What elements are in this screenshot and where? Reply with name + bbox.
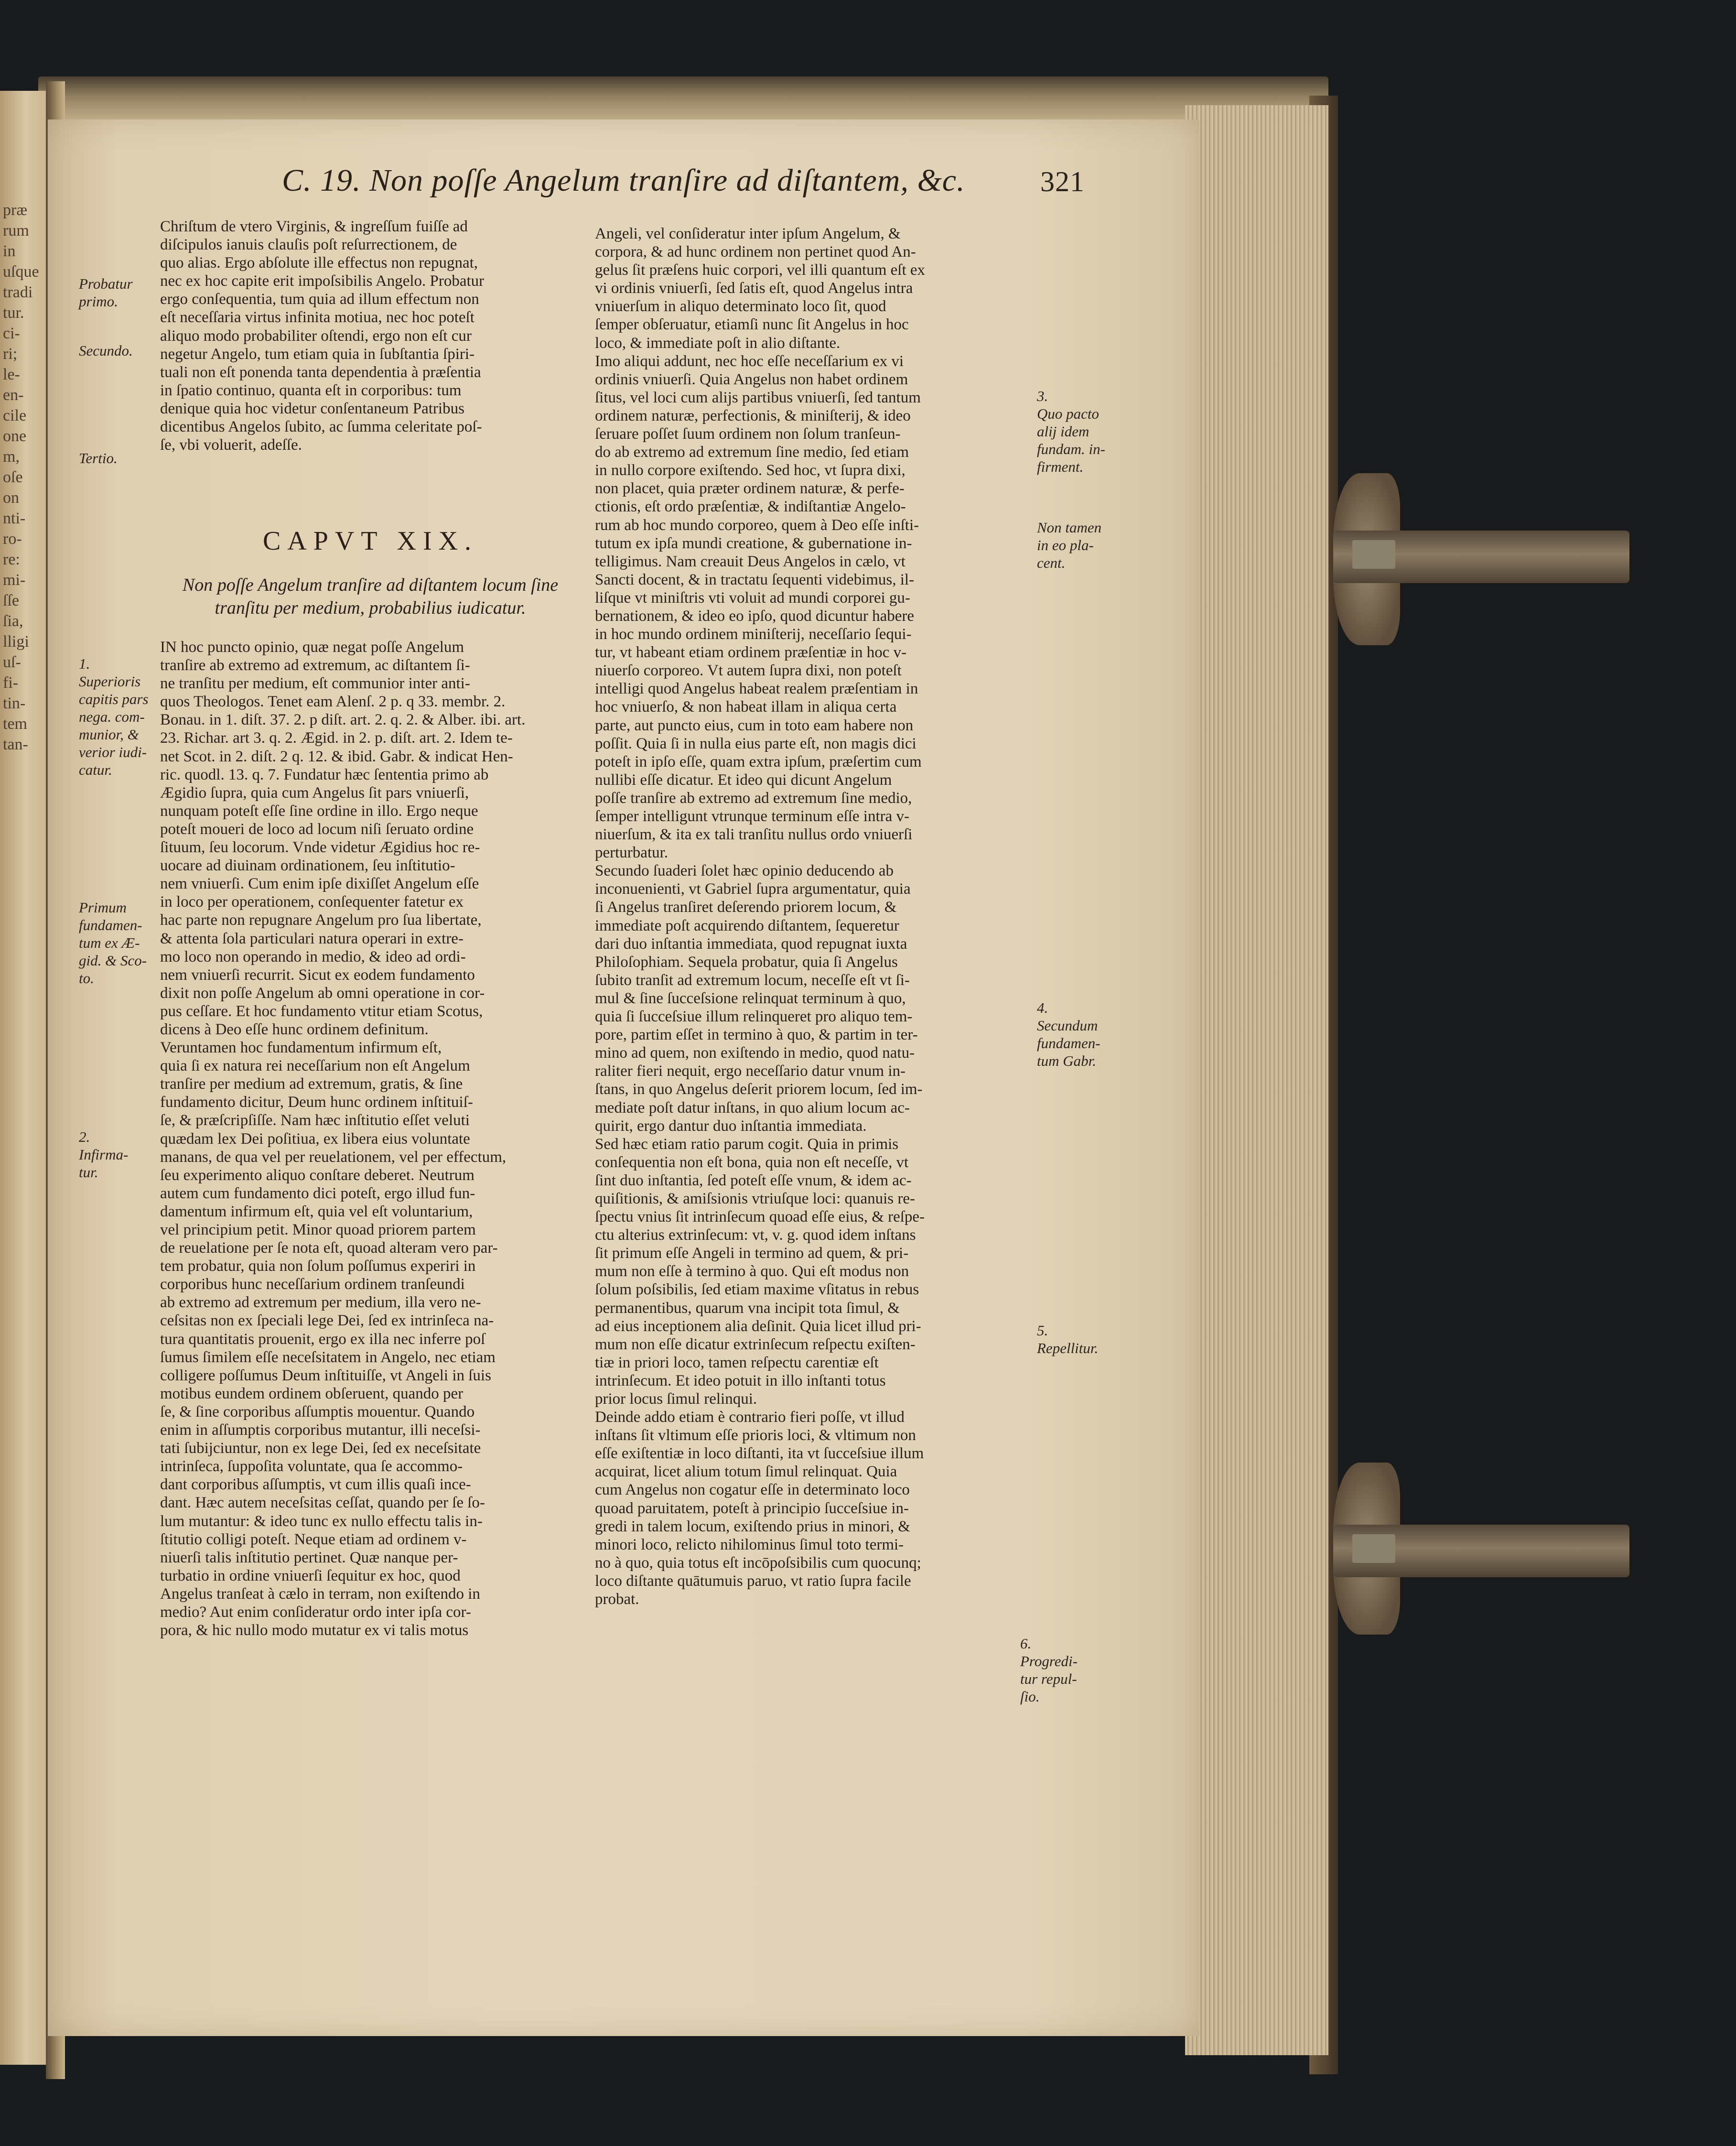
text-line: ad eius inceptionem alia deſinit. Quia licet illud pri- <box>595 1317 921 1335</box>
text-line: & attenta ſola particulari natura operari in extre- <box>160 930 464 947</box>
text-line: ſemper intelligunt vtrunque terminum eſſe intra v- <box>595 808 909 825</box>
margin-note-line: 2. <box>79 1128 90 1145</box>
text-line: in nullo corpore exiſtendo. Sed hoc, vt ſupra dixi, <box>595 462 906 479</box>
clasp-pin-upper <box>1352 540 1395 569</box>
text-line: raliter fieri nequit, ergo neceſſario datur vnum in- <box>595 1062 906 1080</box>
text-line: niuerſum, & ita ex tali tranſitu nullus ordo vniuerſi <box>595 826 913 844</box>
margin-note-line: 1. <box>79 655 90 672</box>
text-line: tati ſubijciuntur, non ex lege Dei, ſed ex neceſsitate <box>160 1440 481 1457</box>
text-line: nec ex hoc capite erit impoſsibilis Angelo. Probatur <box>160 272 485 290</box>
text-line: tura quantitatis prouenit, ergo ex illa nec inferre poſ <box>160 1330 485 1348</box>
text-line: gelus ſit præſens huic corpori, vel illi quantum eſt ex <box>595 261 926 279</box>
margin-note <box>79 1128 128 1181</box>
text-line: prior locus ſimul relinqui. <box>595 1390 757 1408</box>
text-line: Angeli, vel conſideratur inter ipſum Angelum, & <box>595 225 901 242</box>
text-line: niuerſi talis inſtitutio pertinet. Quæ nanque per- <box>160 1549 458 1566</box>
text-line: intrinſecum. Et ideo potuit in illo inſtanti totus <box>595 1372 886 1389</box>
chapter-subtitle-line-2: tranſitu per medium, probabilius iudicatur. <box>215 598 526 618</box>
facing-page-fragment: ro- <box>3 530 22 548</box>
text-line: inſtans ſit vltimum eſſe prioris loci, & vltimum non <box>595 1427 916 1444</box>
text-line: dari duo inſtantia immediata, quod repugnat iuxta <box>595 935 907 953</box>
text-line: mo loco non operando in medio, & ideo ad ordi- <box>160 948 466 965</box>
text-line: mul & ſine ſucceſsione relinquat terminum à quo, <box>595 989 906 1007</box>
text-line: Ægidio ſupra, quia cum Angelus ſit pars vniuerſi, <box>160 784 469 802</box>
text-line: poteſt in ipſo eſſe, quam extra ipſum, præſertim cum <box>595 753 922 770</box>
text-line: no à quo, quia totus eſt incōpoſsibilis cum quocunq; <box>595 1554 921 1572</box>
text-line: quia ſi ex natura rei neceſſarium non eſt Angelum <box>160 1057 470 1075</box>
facing-page-fragment: en- <box>3 386 24 404</box>
running-head-title: C. 19. Non poſſe Angelum tranſire ad diſtantem, &c. <box>282 163 965 198</box>
text-line: permanentibus, quarum vna incipit tota ſimul, & <box>595 1299 900 1317</box>
facing-page-fragment: præ <box>3 201 27 219</box>
text-line: uocare ad diuinam ordinationem, ſeu inſtitutio- <box>160 857 455 875</box>
facing-page-fragment: fi- <box>3 674 19 692</box>
text-line: eſſe exiſtentiæ in loco diſtanti, ita vt ſucceſsiue illum <box>595 1445 924 1463</box>
text-line: loco, & immediate poſt in alio diſtante. <box>595 334 841 352</box>
facing-page-fragment: on <box>3 489 19 507</box>
margin-note <box>79 275 133 310</box>
margin-note-line: 4. <box>1037 999 1048 1016</box>
margin-note-line: 6. <box>1020 1635 1032 1652</box>
text-line: ſi Angelus tranſiret deſerendo priorem locum, & <box>595 899 897 916</box>
text-line: nullibi eſſe dicatur. Et ideo qui dicunt Angelum <box>595 771 892 789</box>
text-line: mino ad quem, non exiſtendo in medio, quod natu- <box>595 1044 915 1062</box>
text-line: in loco per operationem, conſequenter fatetur ex <box>160 893 464 911</box>
text-line: tiæ in priori loco, tamen reſpectu carentiæ eſt <box>595 1354 879 1371</box>
text-line: motibus eundem ordinem obſeruent, quando per <box>160 1385 464 1402</box>
text-line: autem cum fundamento dici poteſt, ergo illud fun- <box>160 1184 475 1202</box>
facing-page-fragment: lligi <box>3 633 29 650</box>
text-line: loco diſtante quātumuis paruo, vt ratio ſupra facile <box>595 1572 911 1590</box>
text-line: inconuenienti, vt Gabriel ſupra argumentatur, quia <box>595 880 911 898</box>
text-line: quos Theologos. Tenet eam Alenſ. 2 p. q 33. membr. 2. <box>160 693 506 711</box>
margin-note <box>1037 387 1105 476</box>
text-line: diſcipulos ianuis clauſis poſt reſurrectionem, de <box>160 236 457 254</box>
text-line: pore, partim eſſet in termino à quo, & partim in ter- <box>595 1026 918 1044</box>
text-line: nunquam poteſt eſſe ſine ordine in illo. Ergo neque <box>160 802 478 820</box>
text-line: intrinſeca, ſuppoſita voluntate, qua ſe accommo- <box>160 1458 463 1475</box>
text-line: mum non eſſe à termino à quo. Qui eſt modus non <box>595 1263 909 1280</box>
text-line: lum mutantur: & ideo tunc ex nullo effectu talis in- <box>160 1512 483 1530</box>
text-line: perturbatur. <box>595 844 669 862</box>
margin-note-line: cent. <box>1037 554 1066 571</box>
margin-note-line: Infirma- <box>79 1146 129 1163</box>
text-line: ſint duo inſtantia, ſed poteſt eſſe vnum, & idem ac- <box>595 1171 912 1189</box>
text-line: parte, aut puncto eius, cum in toto eam habere non <box>595 716 914 734</box>
margin-note-line: ſio. <box>1020 1688 1040 1705</box>
text-line: enim in aſſumptis corporibus mutantur, illi neceſsi- <box>160 1421 481 1439</box>
margin-note-line: tur repul- <box>1020 1670 1077 1687</box>
facing-page-fragment: in <box>3 242 16 260</box>
margin-note-line: primo. <box>79 293 118 310</box>
text-line: poteſt moueri de loco ad locum niſi ſeruato ordine <box>160 820 474 838</box>
facing-page-fragment: one <box>3 427 27 445</box>
running-head <box>282 163 1085 215</box>
text-line: ſtans, in quo Angelus deſerit priorem locum, ſed im- <box>595 1081 923 1098</box>
margin-note-line: in eo pla- <box>1037 537 1094 553</box>
facing-page-fragment: cile <box>3 407 27 424</box>
text-line: niuerſo corporeo. Vt autem ſupra dixi, non poteſt <box>595 662 902 680</box>
text-line: ne tranſitu per medium, eſt communior inter anti- <box>160 675 470 693</box>
margin-note <box>1037 999 1100 1070</box>
text-line: tur, vt habeant etiam ordinem præſentiæ in hoc v- <box>595 644 907 661</box>
margin-note-line: Progredi- <box>1020 1653 1078 1669</box>
text-line: ſe, & ſine corporibus aſſumptis mouentur. Quando <box>160 1403 475 1420</box>
text-line: ſeruare poſſet ſuum ordinem non ſolum tranſeun- <box>595 425 901 443</box>
text-line: ſumus ſimilem eſſe neceſsitatem in Angelo, nec etiam <box>160 1348 496 1366</box>
text-line: tranſire per medium ad extremum, gratis, & ſine <box>160 1075 463 1093</box>
page-fore-edge <box>1185 105 1328 2055</box>
text-line: denique quia hoc videtur conſentaneum Patribus <box>160 400 464 417</box>
text-line: Philoſophiam. Sequela probatur, quia ſi Angelus <box>595 953 898 971</box>
text-line: vi ordinis vniuerſi, ſed ſatis eſt, quod Angelus intra <box>595 280 913 297</box>
text-line: liſque vt miniſtris vti voluit ad mundi corporei gu- <box>595 589 910 607</box>
margin-note-line: tur. <box>79 1164 98 1181</box>
margin-note <box>79 449 118 467</box>
text-line: non placet, quia præter ordinem naturæ, & perfe- <box>595 480 905 498</box>
text-line: fundamento dicitur, Deum hunc ordinem inſtituiſ- <box>160 1094 473 1111</box>
text-line: ordinem naturæ, perfectionis, & miniſterij, & ideo <box>595 407 911 424</box>
text-line: ſe, vbi voluerit, adeſſe. <box>160 436 302 454</box>
margin-note-line: catur. <box>79 761 112 778</box>
margin-note-line: Quo pacto <box>1037 405 1100 422</box>
text-line: Veruntamen hoc fundamentum infirmum eſt, <box>160 1039 442 1057</box>
text-line: ctu alterius extrinſecum: vt, v. g. quod idem inſtans <box>595 1226 916 1244</box>
text-line: damentum infirmum eſt, quia vel eſt voluntarium, <box>160 1203 473 1220</box>
chapter-subtitle <box>160 574 581 619</box>
margin-note-line: tum Gabr. <box>1037 1052 1097 1069</box>
margin-note <box>1020 1635 1078 1705</box>
text-line: ſolum poſsibilis, ſed etiam maxime vſitatus in rebus <box>595 1281 919 1299</box>
text-line: turbatio in ordine vniuerſi ſequitur ex hoc, quod <box>160 1567 461 1584</box>
text-line: bernationem, & ideo eo ipſo, quod dicuntur habere <box>595 607 915 625</box>
margin-note-line: gid. & Sco- <box>79 952 147 969</box>
facing-page-fragment: ri; <box>3 345 18 363</box>
text-line: acquirat, licet alium totum ſimul relinquat. Quia <box>595 1463 897 1481</box>
text-line: conſequentia non eſt bona, quia non eſt neceſſe, vt <box>595 1153 909 1171</box>
text-line: ſubito tranſit ad extremum locum, neceſſe eſt vt ſi- <box>595 971 910 989</box>
text-line: vniuerſum in aliquo determinato loco ſit, quod <box>595 298 886 315</box>
text-line: Secundo ſuaderi ſolet hæc opinio deducendo ab <box>595 862 894 880</box>
margin-note-line: capitis pars <box>79 691 149 707</box>
text-line: nem vniuerſi. Cum enim ipſe dixiſſet Angelum eſſe <box>160 875 479 893</box>
text-line: ſpectu vnius ſit intrinſecum quoad eſſe eius, & reſpe- <box>595 1208 925 1226</box>
margin-note <box>1037 1322 1098 1357</box>
margin-note-line: 3. <box>1037 388 1048 404</box>
chapter-subtitle-line-1: Non poſſe Angelum tranſire ad diſtantem locum ſine <box>182 575 559 595</box>
text-line: quirit, ergo dantur duo inſtantia immediata. <box>595 1117 867 1135</box>
text-line: dant corporibus aſſumptis, vt cum illis quaſi ince- <box>160 1476 471 1494</box>
text-line: telligimus. Nam creauit Deus Angelos in cælo, vt <box>595 553 906 570</box>
text-line: Deinde addo etiam è contrario fieri poſſe, vt illud <box>595 1409 905 1426</box>
text-line: corpora, & ad hunc ordinem non pertinet quod An- <box>595 243 916 261</box>
facing-page-fragment: nti- <box>3 509 26 527</box>
margin-note-line: firment. <box>1037 458 1084 475</box>
text-line: cum Angelus non cogatur eſſe in determinato loco <box>595 1481 910 1499</box>
text-line: de reuelatione per ſe nota eſt, quoad alteram vero par- <box>160 1239 498 1257</box>
text-line: 23. Richar. art 3. q. 2. Ægid. in 2. p. diſt. art. 2. Idem te- <box>160 729 513 747</box>
text-line: corporibus hunc neceſſarium ordinem tranſeundi <box>160 1276 465 1293</box>
facing-page-fragment: tur. <box>3 304 24 322</box>
text-line: ceſsitas non ex ſpeciali lege Dei, ſed ex intrinſeca na- <box>160 1312 494 1330</box>
margin-note-line: Probatur <box>79 275 133 292</box>
text-line: quiſitionis, & amiſsionis vtriuſque loci: quanuis re- <box>595 1190 916 1207</box>
margin-note-line: Superioris <box>79 673 141 690</box>
text-line: ſeu experimento aliquo conſtare deberet. Neutrum <box>160 1166 474 1184</box>
text-line: minori loco, relicto nihilominus ſimul toto termi- <box>595 1536 904 1553</box>
text-line: immediate poſt acquirendo diſtantem, ſequeretur <box>595 917 899 934</box>
text-line: tranſire ab extremo ad extremum, ac diſtantem ſi- <box>160 657 470 674</box>
text-line: mum non eſſe dicatur extrinſecum reſpectu exiſten- <box>595 1335 916 1353</box>
page-number: 321 <box>1040 166 1085 197</box>
left-column-bottom <box>160 638 581 1639</box>
margin-note <box>1037 519 1101 572</box>
margin-note-line: Repellitur. <box>1037 1340 1099 1356</box>
facing-page-fragment: uſ- <box>3 653 21 671</box>
text-line: do ab extremo ad extremum ſine medio, ſed etiam <box>595 444 909 461</box>
facing-page-fragment: oſe <box>3 468 23 486</box>
left-column-top <box>160 217 581 454</box>
margin-note-line: munior, & <box>79 726 139 743</box>
margin-note-line: fundamen- <box>1037 1035 1100 1051</box>
text-line: gredi in talem locum, exiſtendo prius in minori, & <box>595 1517 910 1535</box>
text-line: ric. quodl. 13. q. 7. Fundatur hæc ſententia primo ab <box>160 766 489 783</box>
margin-note-line: Primum <box>79 899 127 916</box>
margin-note-line: tum ex Æ- <box>79 934 140 951</box>
facing-page-fragment: m, <box>3 448 20 466</box>
text-line: intelligi quod Angelus habeat realem præſentiam in <box>595 680 918 698</box>
margin-note-line: Secundo. <box>79 342 133 359</box>
text-line: in hoc mundo ordinem miniſterij, neceſſario ſequi- <box>595 626 912 643</box>
right-column <box>595 225 1030 1608</box>
text-line: Imo aliqui addunt, nec hoc eſſe neceſſarium ex vi <box>595 352 904 370</box>
text-line: Sancti docent, & in tractatu ſequenti videbimus, il- <box>595 571 915 588</box>
text-line: Bonau. in 1. diſt. 37. 2. p diſt. art. 2. q. 2. & Alber. ibi. art. <box>160 711 526 729</box>
facing-page-fragment: tan- <box>3 736 28 753</box>
text-line: nem vniuerſi recurrit. Sicut ex eodem fundamento <box>160 966 475 984</box>
facing-page-fragment: rum <box>3 222 29 239</box>
margin-note-line: fundamen- <box>79 917 142 933</box>
text-line: quo alias. Ergo abſolute ille effectus non repugnat, <box>160 254 478 272</box>
text-line: quia ſi ſucceſsiue illum relinqueret pro aliquo tem- <box>595 1008 913 1026</box>
text-line: eſt neceſſaria virtus infinita motiua, nec hoc poteſt <box>160 309 474 326</box>
margin-note-line: to. <box>79 970 94 986</box>
text-line: ordinis vniuerſi. Quia Angelus non habet ordinem <box>595 370 908 388</box>
text-line: hoc vniuerſo, & non habeat illam in aliqua certa <box>595 698 897 716</box>
text-line: ſit primum eſſe Angeli in termino ad quem, & pri- <box>595 1245 909 1262</box>
margin-note-line: Tertio. <box>79 450 118 466</box>
text-line: Chriſtum de vtero Virginis, & ingreſſum fuiſſe ad <box>160 218 468 235</box>
book-top-edge <box>38 76 1328 124</box>
margin-note-line: 5. <box>1037 1322 1048 1339</box>
margin-note-line: alij idem <box>1037 423 1089 440</box>
text-line: vel principium petit. Minor quoad priorem partem <box>160 1221 476 1238</box>
text-line: tutum ex ipſa mundi creatione, & gubernatione in- <box>595 534 912 552</box>
margin-note-line: verior iudi- <box>79 744 147 760</box>
text-line: IN hoc puncto opinio, quæ negat poſſe Angelum <box>160 639 464 656</box>
text-line: ſtitutio colligi poteſt. Neque etiam ad ordinem v- <box>160 1530 467 1548</box>
facing-page-fragment: mi- <box>3 571 26 589</box>
text-line: Angelus tranſeat à cælo in terram, non exiſtendo in <box>160 1585 480 1603</box>
text-line: medio? Aut enim conſideratur ordo inter ipſa cor- <box>160 1603 471 1621</box>
text-line: dant. Hæc autem neceſsitas ceſſat, quando per ſe ſo- <box>160 1494 485 1512</box>
text-line: tem probatur, quia non ſolum poſſumus experiri in <box>160 1257 476 1275</box>
text-line: poſſe tranſire ab extremo ad extremum ſine medio, <box>595 789 912 807</box>
facing-page-fragment: ci- <box>3 325 20 342</box>
text-line: ſemper obſeruatur, etiamſi nunc ſit Angelus in hoc <box>595 316 909 334</box>
text-line: ctionis, eſt ordo præſentiæ, & indiſtantiæ Angelo- <box>595 498 906 516</box>
margin-note-line: nega. com- <box>79 708 145 725</box>
text-line: ſituum, ſeu locorum. Vnde videtur Ægidius hoc re- <box>160 839 480 856</box>
text-line: ergo conſequentia, tum quia ad illum effectum non <box>160 291 479 308</box>
text-line: ab extremo ad extremum per medium, illa vero ne- <box>160 1294 481 1311</box>
margin-note-line: Secundum <box>1037 1017 1098 1034</box>
text-line: ſitus, vel loci cum alijs partibus vniuerſi, ſed tantum <box>595 389 921 406</box>
text-line: quædam lex Dei poſitiua, ex libera eius voluntate <box>160 1130 470 1148</box>
margin-note-line: fundam. in- <box>1037 441 1105 457</box>
facing-page-fragment: tin- <box>3 694 26 712</box>
text-line: aliquo modo probabiliter oſtendi, ergo non eſt cur <box>160 327 472 345</box>
text-line: rum ab hoc mundo corporeo, quem à Deo eſſe inſti- <box>595 516 919 534</box>
facing-page-fragment: le- <box>3 366 20 383</box>
facing-page-fragment: re: <box>3 551 20 568</box>
text-line: negetur Angelo, tum etiam quia in ſubſtantia ſpiri- <box>160 345 475 363</box>
facing-page-fragment: tem <box>3 715 27 733</box>
margin-note <box>79 899 147 987</box>
clasp-pin-lower <box>1352 1534 1395 1563</box>
text-line: probat. <box>595 1591 639 1608</box>
margin-note <box>79 342 133 359</box>
text-line: dixit non poſſe Angelum ab omni operatione in cor- <box>160 984 485 1002</box>
text-line: pora, & hic nullo modo mutatur ex vi talis motus <box>160 1622 469 1639</box>
chapter-title: CAPVT XIX. <box>262 526 478 556</box>
text-line: ſe, & præſcripſiſſe. Nam hæc inſtitutio eſſet veluti <box>160 1112 470 1129</box>
facing-page-fragment: tradi <box>3 283 33 301</box>
text-line: manans, de qua vel per reuelationem, vel per effectum, <box>160 1148 507 1166</box>
facing-page-fragment: ſſe <box>3 592 19 609</box>
margin-note <box>79 655 149 779</box>
text-line: quoad paruitatem, poteſt à principio ſucceſsiue in- <box>595 1499 909 1517</box>
text-line: tuali non eſt ponenda tanta dependentia à præſentia <box>160 363 481 381</box>
text-line: dicens à Deo eſſe hunc ordinem definitum. <box>160 1020 429 1038</box>
text-line: pus ceſſare. Et hoc fundamento vtitur etiam Scotus, <box>160 1002 483 1020</box>
text-line: poſſit. Quia ſi in nulla eius parte eſt, non magis dici <box>595 735 917 752</box>
text-line: colligere poſſumus Deum inſtituiſſe, vt Angeli in ſuis <box>160 1366 491 1384</box>
text-line: net Scot. in 2. diſt. 2 q. 12. & ibid. Gabr. & indicat Hen- <box>160 748 513 765</box>
text-line: in ſpatio continuo, quanta eſt in corporibus: tum <box>160 381 462 399</box>
text-line: dicentibus Angelos ſubito, ac ſumma celeritate poſ- <box>160 418 482 436</box>
facing-page-fragment: uſque <box>3 263 39 281</box>
text-line: mediate poſt datur inſtans, in quo alium locum ac- <box>595 1099 910 1116</box>
text-line: hac parte non repugnare Angelum pro ſua libertate, <box>160 911 482 929</box>
facing-page-fragment: ſia, <box>3 612 23 630</box>
margin-note-line: Non tamen <box>1037 519 1102 536</box>
text-line: Sed hæc etiam ratio parum cogit. Quia in primis <box>595 1135 899 1153</box>
